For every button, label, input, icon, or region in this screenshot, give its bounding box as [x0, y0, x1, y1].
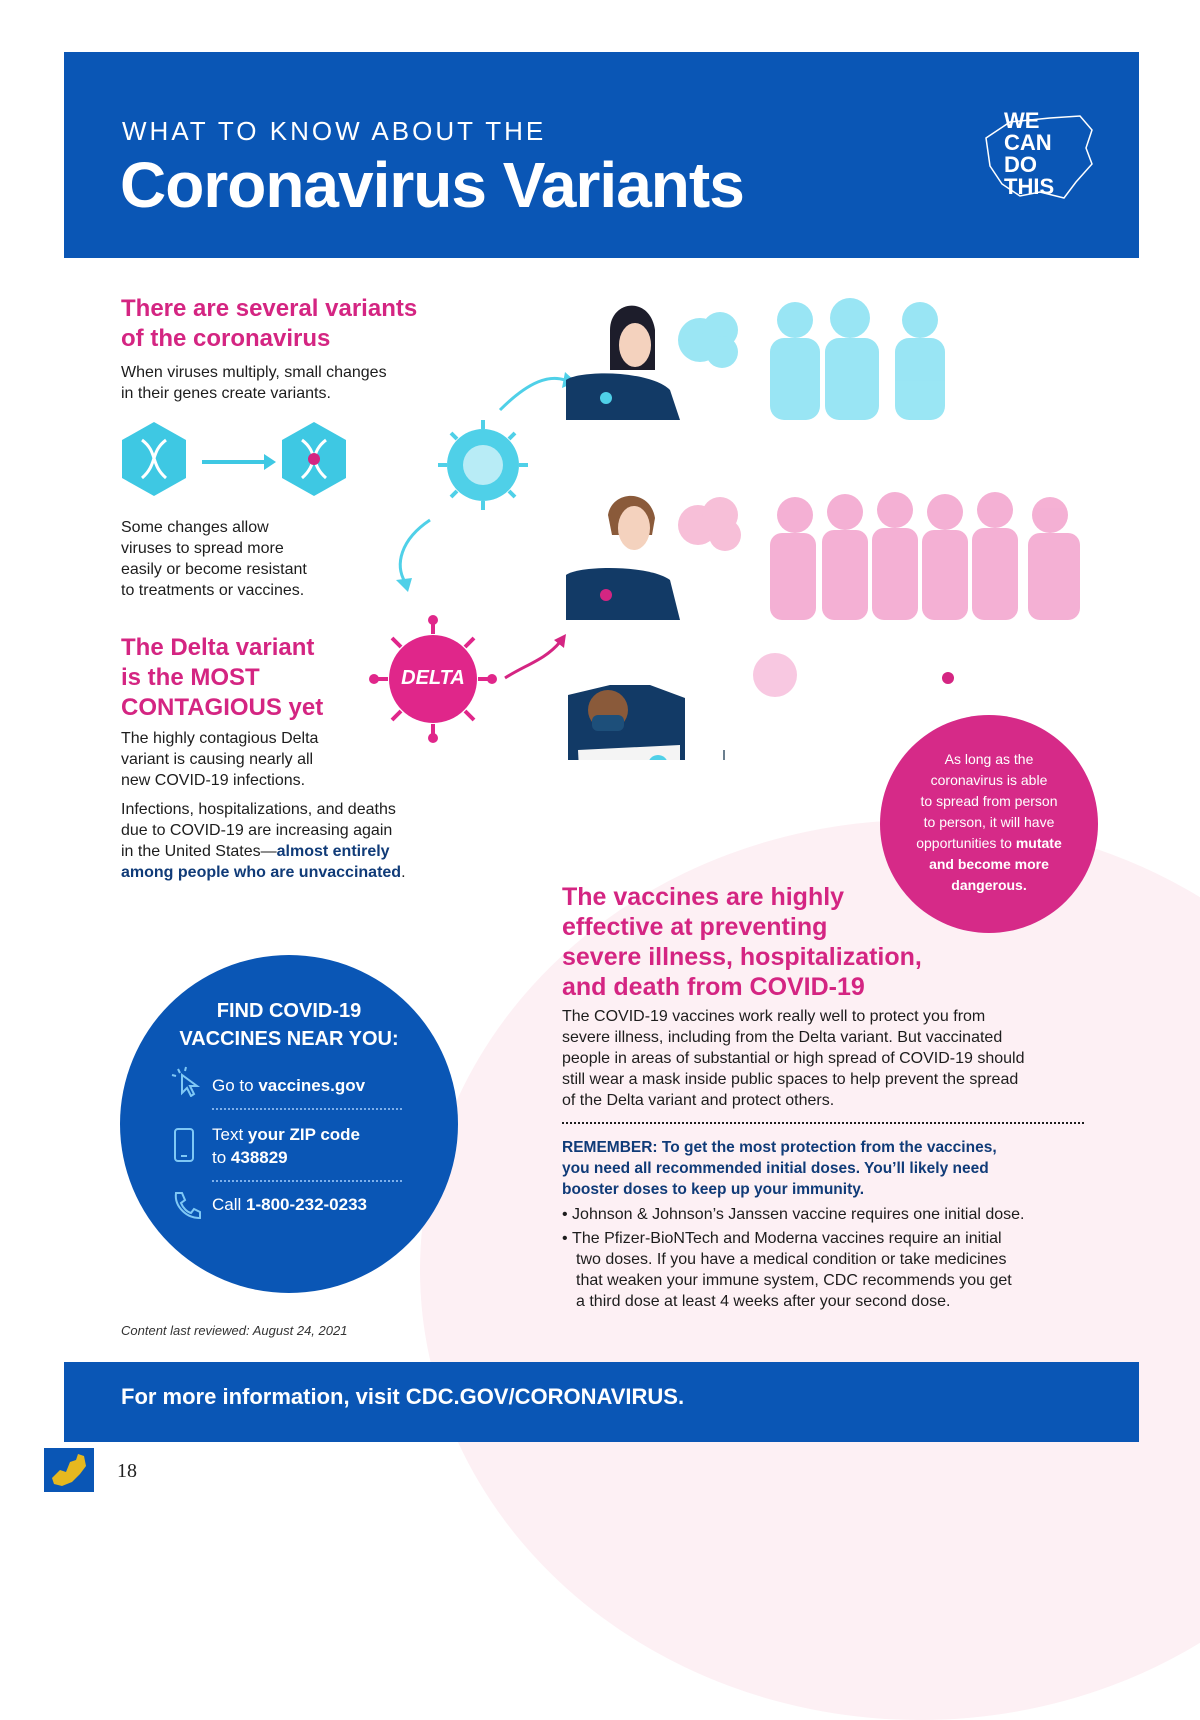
crowd-icon: [770, 492, 1080, 620]
phone-text-icon: [170, 1127, 198, 1163]
cursor-click-icon: [170, 1065, 202, 1097]
text-line: [212, 1123, 360, 1146]
text-line: [212, 1146, 360, 1169]
vaccine-finder-circle: [120, 955, 458, 1293]
text-line: severe illness, including from the Delta variant. But vaccinated: [562, 1029, 1003, 1046]
emphasis-text: mutate: [1015, 835, 1062, 851]
dna-mutation-illustration: [118, 420, 358, 500]
variants-changes-text: [121, 517, 307, 601]
west-virginia-map-icon: [44, 1448, 94, 1492]
vaccines-heading-line: effective at preventing: [562, 913, 828, 941]
text-line: [894, 854, 1084, 875]
text-span: to: [212, 1148, 231, 1167]
dotted-separator: [212, 1108, 402, 1110]
text-line: new COVID-19 infections.: [121, 772, 306, 789]
finder-heading-line: VACCINES NEAR YOU:: [179, 1028, 399, 1050]
text-line: a third dose at least 4 weeks after your second dose.: [576, 1293, 951, 1310]
text-line: [121, 862, 406, 883]
text-line: The highly contagious Delta: [121, 730, 319, 747]
page-number: 18: [117, 1460, 137, 1482]
text-line: viruses to spread more: [121, 540, 284, 557]
arrow-icon: [500, 378, 565, 410]
phone-call-icon: [170, 1189, 202, 1221]
vaccines-gov-link[interactable]: [212, 1074, 365, 1097]
emphasis-text: your ZIP code: [247, 1125, 361, 1144]
variants-heading-line: of the coronavirus: [121, 325, 331, 352]
content-reviewed-date: Content last reviewed: August 24, 2021: [121, 1323, 348, 1338]
list-item: [562, 1228, 1024, 1312]
vaccines-heading-line: The vaccines are highly: [562, 883, 845, 911]
text-span: opportunities to: [916, 835, 1016, 851]
phone-number: 1-800-232-0233: [246, 1195, 367, 1214]
text-line: As long as the: [944, 751, 1034, 767]
text-line: in their genes create variants.: [121, 385, 331, 402]
list-item: [562, 1204, 1024, 1225]
text-line: to treatments or vaccines.: [121, 582, 305, 599]
text-line: to person, it will have: [923, 814, 1055, 830]
arrow-icon: [505, 642, 560, 678]
text-line: two doses. If you have a medical condition or take medicines: [576, 1251, 1007, 1268]
emphasis-text: almost entirely: [276, 843, 390, 860]
delta-heading-line: CONTAGIOUS yet: [121, 694, 324, 721]
bullet: •: [562, 1230, 573, 1247]
remember-note: [562, 1137, 997, 1200]
variants-intro: [121, 362, 387, 404]
arrow-icon: [400, 520, 430, 582]
text-line: [121, 841, 406, 862]
section-divider: [562, 1122, 1084, 1124]
text-line: variant is causing nearly all: [121, 751, 314, 768]
finder-heading-line: FIND COVID-19: [216, 1000, 362, 1022]
text-line: [894, 833, 1084, 854]
finder-heading: [120, 997, 458, 1053]
emphasis-text: 438829: [230, 1148, 288, 1167]
text-line: you need all recommended initial doses. You’ll likely need: [562, 1160, 989, 1177]
emphasis-text: dangerous.: [951, 877, 1027, 893]
text-line: people in areas of substantial or high spread of COVID-19 should: [562, 1050, 1025, 1067]
logo-word-1: WE: [1004, 108, 1040, 133]
text-line: due to COVID-19 are increasing again: [121, 822, 393, 839]
header-kicker: WHAT TO KNOW ABOUT THE: [122, 116, 547, 146]
virus-icon: [438, 420, 528, 510]
text-line: coronavirus is able: [930, 772, 1048, 788]
delta-paragraph-2: [121, 799, 406, 883]
we-can-do-this-logo: [980, 108, 1100, 208]
text-line: The COVID-19 vaccines work really well to protect you from: [562, 1008, 986, 1025]
emphasis-text: among people who are unvaccinated: [121, 864, 402, 881]
text-line: to spread from person: [920, 793, 1058, 809]
variants-heading: [121, 294, 417, 354]
vaccines-heading: [562, 882, 922, 1002]
logo-word-4: THIS: [1004, 174, 1055, 199]
text-line: that weaken your immune system, CDC recommends you get: [576, 1272, 1012, 1289]
vaccines-body: [562, 1006, 1025, 1111]
text-line: booster doses to keep up your immunity.: [562, 1181, 865, 1198]
text-span: .: [401, 864, 406, 881]
dose-list: [562, 1204, 1024, 1312]
text-line: still wear a mask inside public spaces to help prevent the spread: [562, 1071, 1019, 1088]
text-line: [894, 875, 1084, 896]
list-item-continuation: [562, 1249, 1024, 1312]
header-banner: [64, 52, 1139, 258]
list-item-text: Johnson & Johnson’s Janssen vaccine requires one initial dose.: [572, 1206, 1025, 1223]
vaccines-heading-line: severe illness, hospitalization,: [562, 943, 922, 971]
callout-text: [894, 749, 1084, 896]
person-icon: [566, 306, 680, 420]
text-zip-instruction: [212, 1123, 360, 1169]
dotted-separator: [212, 1180, 402, 1182]
vaccines-heading-line: and death from COVID-19: [562, 973, 865, 1001]
page-title: Coronavirus Variants: [120, 149, 744, 221]
person-icon: [566, 496, 680, 620]
delta-heading-line: is the MOST: [121, 664, 260, 691]
emphasis-text: and become more: [929, 856, 1049, 872]
text-span: Go to: [212, 1076, 259, 1095]
footer-link-text[interactable]: For more information, visit CDC.GOV/CORONAVIRUS.: [121, 1384, 685, 1409]
delta-badge-label: DELTA: [401, 667, 465, 689]
text-line: easily or become resistant: [121, 561, 307, 578]
crowd-icon: [770, 298, 945, 420]
logo-word-2: CAN: [1004, 130, 1052, 155]
delta-heading: [121, 633, 323, 723]
variants-heading-line: There are several variants: [121, 295, 418, 322]
text-span: in the United States—: [121, 843, 277, 860]
call-hotline[interactable]: [212, 1193, 367, 1216]
text-line: Some changes allow: [121, 519, 269, 536]
text-line: When viruses multiply, small changes: [121, 364, 387, 381]
delta-paragraph-1: [121, 728, 318, 791]
footer-banner: [64, 1362, 1139, 1442]
text-line: Infections, hospitalizations, and deaths: [121, 801, 396, 818]
syringe-icon: [720, 750, 728, 760]
text-line: of the Delta variant and protect others.: [562, 1092, 835, 1109]
text-span: Call: [212, 1195, 247, 1214]
link-text: vaccines.gov: [258, 1076, 366, 1095]
text-line: REMEMBER: To get the most protection from the vaccines,: [562, 1139, 997, 1156]
text-span: Text: [212, 1125, 248, 1144]
vaccinated-person-icon: [568, 685, 685, 760]
delta-heading-line: The Delta variant: [121, 634, 315, 661]
bullet: •: [562, 1206, 573, 1223]
logo-word-3: DO: [1004, 152, 1037, 177]
list-item-text: The Pfizer-BioNTech and Moderna vaccines require an initial: [572, 1230, 1002, 1247]
